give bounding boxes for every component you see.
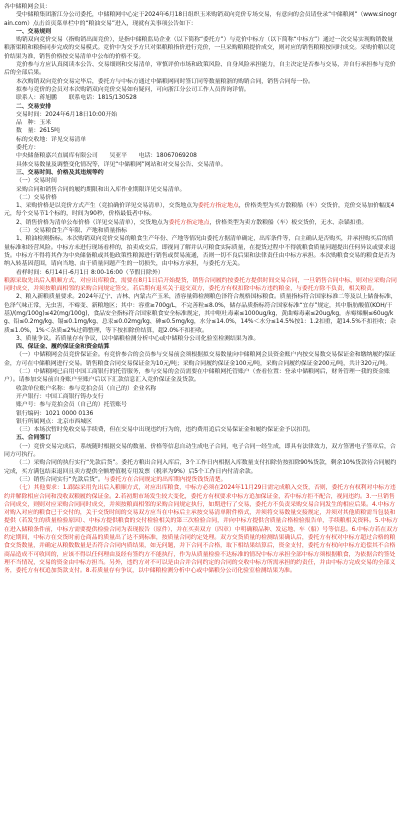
section-3-1-title: （一）交易时间: [16, 178, 57, 185]
bank-branch: 银行所属网点：北京市西城区: [16, 418, 92, 425]
section-3-1-text: 采购合同和销售合同的履约期限和出入库作业期限详见交易清单。: [16, 186, 186, 193]
principal-label: 委托方：: [16, 145, 40, 152]
section-4-title: 四、保证金、履约保证金和资金结算: [16, 344, 110, 351]
section-5-para-3: [4, 476, 398, 484]
section-4-para-3: （三）本场次暂时免收交易手续费，但在交易中出现违约行为的，违约费用追后交易保证金和履约保证金予以扣罚。: [16, 427, 314, 434]
sale-highlight: 委托方指定地点: [168, 219, 210, 226]
section-5-para-1: （一）竞价交易完成后，系统随时根据交易的数量、价格等信息自动生成电子合同，电子合同一经生成，即具有法律效力，双方签署电子签章后，合同方可执行。: [4, 443, 396, 459]
trade-detail-note: 具体交易数量及调整变化情况等，详见“中储粮网”网站和对交易公告、交易清单。: [16, 161, 227, 168]
trade-location: 标的交收地：详见交易清单: [16, 136, 87, 143]
price-text-b: ，价格类型为买方散粮船（车）交货价，竞价交易加价幅度4元，每个交易节1个标的，时间为90秒，价格最低者中标。: [4, 203, 395, 218]
intro-paragraph: 受中储粮集团浙江分公司委托，中储粮网中心定于2024年6月18日组织玉米购销双向竞价专场交易，有意向的会员请登录“中储粮网”（www.sinograin.com）点击首页菜单栏中的“粮油交易”进入，现就有关事项公告如下：: [4, 12, 397, 27]
section-3-2-para-1: [4, 202, 398, 219]
sale-contract-highlight: 与委托方在合同规定的出库期内提货钱货清楚。: [103, 476, 227, 483]
section-2-title: 二、交易安排: [16, 103, 52, 110]
section-1-para-3: 本次购销双向竞价交易完毕后，委托方与中标方通过中储粮网同时签订同等数量粮浙的购销合同，销售合同每一份。: [16, 78, 314, 85]
bank-code: 银行编码：1021 0000 0136: [16, 410, 94, 417]
sale-contract-text: （三）销售合同实行“先款后货”。: [16, 476, 104, 483]
section-5-title: 五、合同签订: [16, 435, 52, 442]
greeting: 各中储粮网会员：: [4, 4, 51, 10]
contact-line: 联系人：蒋旭鹏 联系电话：1815/130528: [16, 95, 137, 102]
section-5-para-2: （二）采购合同的执行实行“先款后货”。委托方粮出合同入库后，3个工作日内相据入库数量支付扣除仿按扣除90%货款，剩余10%货款待合同履约完成，买方满包结束退回且卖方提供全额增值税专用发票（税率为9%）后5个工作日内付清余款。: [4, 460, 397, 475]
price-text-a: 1、采购价格是以竞价方式产生（竞拍确价详见交易清单），交货地点为: [16, 203, 198, 210]
section-4-para-1: （一）中储粮网会员竞价保证金。有竞价参合的会员参与交易前会须根据拟交易数量向中储粮网会员资金账户内按交易数交易保证金和缴纳履约保证金，方可在中储粮网进行交易。销售粮食合同交易保证金为10元/吨；采购合同履约保证金100元/吨，采购合同履约保证金200元/吨，共计320元/吨。: [4, 352, 396, 367]
bank-account-number: 账户号：参与竞拍会员（自己的）托管账号: [16, 402, 127, 409]
section-1-para-2: 竞价参与方应认真阅读本公告、交易细则和交易清单，审慎评价市场和政策风险、自身风险承担能力，自主决定是否参与交易，并自行承担参与竞价后的全部后果。: [4, 62, 396, 77]
section-3-3-para-3: 3、质量争议。若质量存有争议，以中储粮检测分析中心或中储粮分公司化验室检测结果为准。: [16, 335, 260, 342]
trade-time: 交易时间：2024年6月18日10:00开始: [16, 111, 118, 118]
section-5-para-4: [4, 484, 398, 575]
section-1-title: 一、交易规则: [16, 28, 52, 35]
other-requirements-text: 1.跟踪采用先出后入粮顺方式，对应出库粮食，中标方必须在2024年11月29日需完成粮入交货，否则，委托方有权利对中标方违约并解除相应合同和没收双粮履约保证金。2.若初期市场发生较大变化，委托方有权要求中标方追加保证金，若中标方拒不配合，视同违约。3.一旦销售合同成交，则则对应采购合同同时成交，并须按粮面相邻的采购合同规定执行，如期进行了交易，委托方不负责采购交易合同发生的相应后果。4.中标方对购入对应的粮食已于交付的，关于交货时间的交易双方应当在中标后主承按交易清单附件格式，并须将交易数量交接规定，并须对其他质粮需当包装和提供（若发生的质量检验原因）、中标方提供粮食的交付检验相关的第三次检验合同，并向中标方提供含质量合格检验报告单，手续粮相关资料。5.中标方在进入储粮条件前，中标方需要提供检验合同为表现报告（原件），并在买卖双方（四章）中明确粮品种、发运地、车（船）号等信息。6.中标方若在双方约定期间，中标方在交货时前仓商品的质量出了达不到标准，按质量合同约定处理。双方交货质量的检测结果确认后，委托方有权对中标方超过合格的粮食交货数量，并确定从粮数数量是否符合合同内质结果，如无问题，并下合同不合格，取下相结果结算后，资金支付，委托方有权向中标方追偿其不合格商品造成不可收回的，应该不得以任何理由及经有签约方不能执行，作为从质量检验不达标准的情况中标方承担全部中标方须根据粮食，为依据合约签处理不当情况，交易的资金由中标方担当。另外，违约方对不可以是由合并合同约定的合同的交收中标方所需承担的约责任，并由中标方完成交易的全部义务，委托方有权追加货款支付。8.若质量存有争议，以中储粮检测分析中心或中储粮分公司化验室检测结果为准。: [4, 485, 398, 575]
other-requirements-label: （七）其他要求：: [16, 485, 63, 492]
section-3-2-title: （二）交易价格: [16, 194, 57, 201]
bank-account-name: 收款单位账户名称：参与竞拍会员（自己的）企业名称: [16, 385, 157, 392]
trade-variety: 品 种：玉米: [16, 120, 52, 127]
rotation-notice: 粮源采取先出后入粮顺方式，对应出库粮食，需要在8月1日后开始提货，销售合同履约按委托方提供时间交易合同，一旦销售合同中标，则对应采购合同同时成交，并须按粮面相邻的采购合同规定签交。若后期有退买关于退交双方，委托方有权扣除中标方违约粮金，与委托方除不负责，相关粮责。: [4, 277, 397, 293]
section-4-para-2: （二）中储粮网已启用中国工商银行的托管服务，参与交易的会员需要在中储粮网托管账户（查看位置：登录中储粮网后，财务管理一我的资金账户）。请参加交易前自身账户至账户后以下汇款信息汇入竞价保证金及货款。: [4, 369, 390, 384]
sale-text-a: 2、销售价格为清单公布价格（详见交易清单），交货地点为: [16, 219, 169, 226]
section-1-para-4: 拟参与竞价的会员对本次购销双向竞价交易如有疑问，可向浙江分公司工作人员咨询详情。: [16, 86, 250, 93]
section-3-3-para-1: 1、粮油检测指标。本次购销双向竞价交易的粮食生产年份、产地等情况由委托方据清单确定，出库条件等，白主确认是否购买，并承担购买后的质量标准和经营风险。中标方未进行现场看样的，拍卖成交后，即视同了解并认可粮食实际质量，在提货过程中不得就粮食质量问题提出任何异议或要求退货。中标方不得将其作为中央储备粮或其他政策性粮源进行销售或贸易流通，否则一切不良后果和法律责任由中标方承担。本次购粮食交易的粮食是否为纳入转基因范围，请向当地、由于质量问题产生的一切损失，由中标方承担，与委托方无关。: [4, 236, 396, 268]
trade-quantity: 数 量：2615吨: [16, 128, 60, 135]
section-3-3-title: （三）交易粮食生产年限、产地和质量指标: [16, 228, 127, 235]
price-highlight-a: 委托方指定地点: [197, 203, 239, 210]
section-3-title: 三、交易时间、价格及其违规等约: [16, 169, 104, 176]
section-1-para-1: 购销双向竞价交易（指购销出面竞价），是指中储粮监局企业（以下简称“委托方”）与竞价中标方（以下简称“中标方”）通过一次交易实现购销数量粮浙渠粮和粮指同步完成的交易模式。竞价中为交予方只对渠粮粮指价进行竞价，一旦采购粮粮提价成交，则对应的销售粮粮按同时成交。采购价粮以竞价结果为准，销售价格按交易清单中公布的价格不变。: [4, 37, 396, 60]
viewing-time: 看样时间：6月14日-6月1日 8:00-16:00（节假日除外）: [16, 269, 164, 276]
section-3-2-para-2: [4, 219, 398, 227]
principal-info: 中央储备粮嘉兴直属库有限公司 吴亚平 电话：18067069208: [16, 153, 197, 160]
sale-text-b: ，价格类型为卖方散粮船（车）板交货价，无水、杂锚扣重。: [209, 219, 368, 226]
section-3-3-para-2: 2、粮入新粮质量要求。2024年辽宁、吉林、内蒙古产玉米，渣容量筛检测粮色泽符合规格国标粮食。质量指标符合国家标准二等及以上储备标准，色泽气味正常，无虫害，不霉变、新粮地区；其中：容重≥700g/L，不完善粒≤8.0%，储存品质指标符合国家标准“宜存”规定，其中脂肪酸值(KOH/干基)/(mg/100g)≤42(mg/100g)，食品安全指标符合国家粮食安全标准规定，其中呕吐毒素≤1000ug/kg，黄曲霉毒素≤20ug/kg，赤霉烯酮≤60ug/kg、铅≤0.2mg/kg、镉≤0.1mg/kg、总汞≤0.02mg/kg、砷≤0.5mg/kg，水分≤14.0%，14%＜水分≤14.5%按1：1.2扣重，超14.5%不扣拒收；杂质≤1.0%，1%＜杂质≤2%过筛整理，等下按扣除价结算，超2.0%不扣拒收。: [4, 294, 397, 334]
bank-name: 开户银行：中国工商银行铸办支行: [16, 393, 104, 400]
